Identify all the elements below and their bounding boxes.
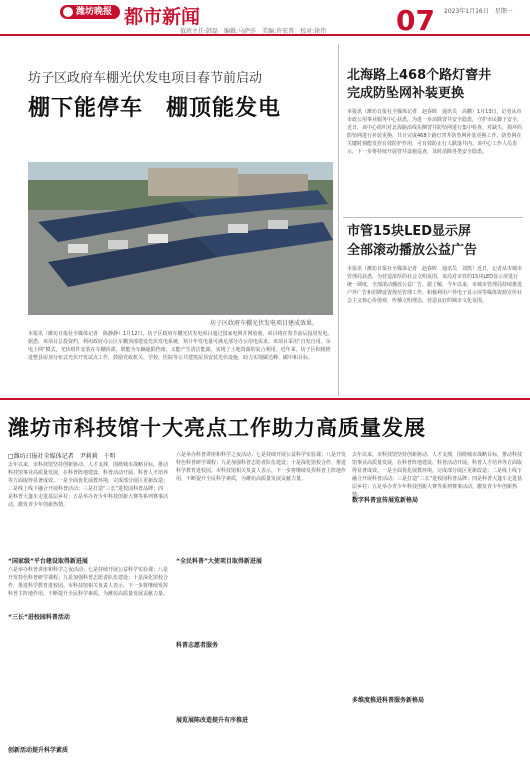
staff-line: 值班主任:韩磊 编辑:马萨莎 美编:许宏普 校对:徐伟 <box>180 28 327 35</box>
article2-subhead-8: 多维度推进科普服务新格局 <box>352 697 425 704</box>
article2-title: 潍坊市科技馆十大亮点工作助力高质量发展 <box>8 416 426 440</box>
newspaper-logo <box>60 5 120 19</box>
right-divider <box>343 217 523 218</box>
article1-subtitle: 坊子区政府车棚光伏发电项目春节前启动 <box>28 71 263 86</box>
article2-subhead-2: “三长”进校园科普活动 <box>8 614 70 621</box>
article2-col2-text: 六是举办科普讲座和科学之夜活动；七是持续开展公益科学实验课；八是开发特色科普研学课程；九是加强科普志愿者队伍建设；十是深化馆校合作，推进科学教育进校园。市科技馆相关负责人表示，下一步将继续发挥科普主阵地作用，不断提升全民科学素质，为潍坊高质量发展贡献力量。 <box>176 452 347 482</box>
section-title: 都市新闻 <box>124 6 201 28</box>
photo-caption: 坊子区政府车棚光伏发电项目建成效果。 <box>210 320 319 327</box>
article2-subhead-3: 创新活动提升科学素质 <box>8 747 69 754</box>
page-number: 07 <box>396 4 435 37</box>
right2-title-line2: 全部滚动播放公益广告 <box>347 243 478 258</box>
right2-title-line1: 市管15块LED显示屏 <box>347 224 472 239</box>
masthead <box>0 0 530 36</box>
logo-icon <box>63 7 73 17</box>
section-separator <box>0 398 530 400</box>
right1-title-line2: 完成防坠网补装更换 <box>347 86 465 101</box>
article2-subhead-7: 数字科普宣传展览新格局 <box>352 497 419 504</box>
date-line: 2023年1月16日 星期一 <box>444 8 513 15</box>
article2-subhead-5: 科普志愿者服务 <box>176 642 219 649</box>
article1-body: 本报讯（潍坊日报社全媒体记者 陈静静）1月12日，坊子区政府车棚光伏发电项目通过国家电网并网验收。项目将在春节前后投用发电。据悉，该项目总投资约，利用政府办公区车棚顶部建设光伏发电系统，预计年发电量可满足部分办公用电需求。该项目采用“自发自用、余电上网”模式，光伏组件安装在车棚顶部，既能为车辆遮阳挡雨，又能产生清洁能源，实现了土地资源的复合利用。近年来，坊子区积极推进整县屋顶分布式光伏开发试点工作，鼓励党政机关、学校、医院等公共建筑屋顶安装光伏设施，助力实现碳达峰、碳中和目标。 <box>28 331 333 361</box>
column-divider <box>338 44 339 396</box>
article2-subhead-4: “全民科普”大使项目取得新进展 <box>176 558 262 565</box>
article1-title: 棚下能停车 棚顶能发电 <box>28 96 282 121</box>
right2-body: 本报讯（潍坊日报社全媒体记者 赵春晖 通讯员 刘凯）近日，记者从市城市管理局获悉，为营造浓厚的社会文明氛围，该局对市管的15块LED显示屏进行统一调度，全部滚动播放公益广告。据了解，今年以来，市城市管理局持续推进户外广告和招牌设置规范管理工作，积极利用户外电子显示屏等媒体资源宣传社会主义核心价值观，传播文明理念，营造良好的城市文化氛围。 <box>347 266 523 304</box>
right1-title-line1: 北海路上468个路灯窨井 <box>347 68 492 83</box>
article2-col1-text: 六是举办科普讲座和科学之夜活动；七是持续开展公益科学实验课；八是开发特色科普研学课程；九是加强科普志愿者队伍建设；十是深化馆校合作，推进科学教育进校园。市科技馆相关负责人表示，下一步将继续发挥科普主阵地作用，不断提升全民科学素质，为潍坊高质量发展贡献力量。 <box>8 567 169 597</box>
article2-col3-text: 去年以来，市科技馆坚持创新驱动、人才支撑，围绕城市战略目标，推动科技馆事业高质量发展，在科普阵地建设、科普活动开展、科普人才培养等方面取得显著成效。一是全面优化展教环境，完成部分展区更新改造；二是线上线下融合开展科普活动；三是打造“三长”进校园科普品牌；四是科普大篷车走进基层乡村；五是举办青少年科技创新大赛等系列赛事活动，激发青少年创新热情。 <box>352 452 523 498</box>
article2-subhead-6: 展览展陈改造提升有序推进 <box>176 717 249 724</box>
solar-carport-photo <box>28 162 333 315</box>
logo-text: 潍坊晚报 <box>76 7 113 17</box>
article2-subhead-1: “国家级”平台建设取得新进展 <box>8 558 88 565</box>
article2-body1: 去年以来，市科技馆坚持创新驱动、人才支撑，围绕城市战略目标，推动科技馆事业高质量发展，在科普阵地建设、科普活动开展、科普人才培养等方面取得显著成效。一是全面优化展教环境，完成部分展区更新改造；二是线上线下融合开展科普活动；三是打造“三长”进校园科普品牌；四是科普大篷车走进基层乡村；五是举办青少年科技创新大赛等系列赛事活动，激发青少年创新热情。 <box>8 462 169 508</box>
article2-byline: □潍坊日报社全媒体记者 尹莉莉 于明 <box>8 453 116 460</box>
right1-body: 本报讯（潍坊日报社全媒体记者 赵春晖 通讯员 高鹏）1月13日，记者从市市政公用事业服务中心获悉，为进一步消除窨井安全隐患，守护市民脚下安全，近日，该中心组织对北海路沿线东侧窨井防坠网进行集中检查，对缺失、损坏的防坠网进行补装更换，共计完成468个路灯窨井防坠网补装更换工作。防坠网在关键时刻能发挥有效防护作用，可有效防止行人跌落井内。该中心工作人员表示，下一步将持续开展窨井设施巡查，及时消除各类安全隐患。 <box>347 109 523 155</box>
